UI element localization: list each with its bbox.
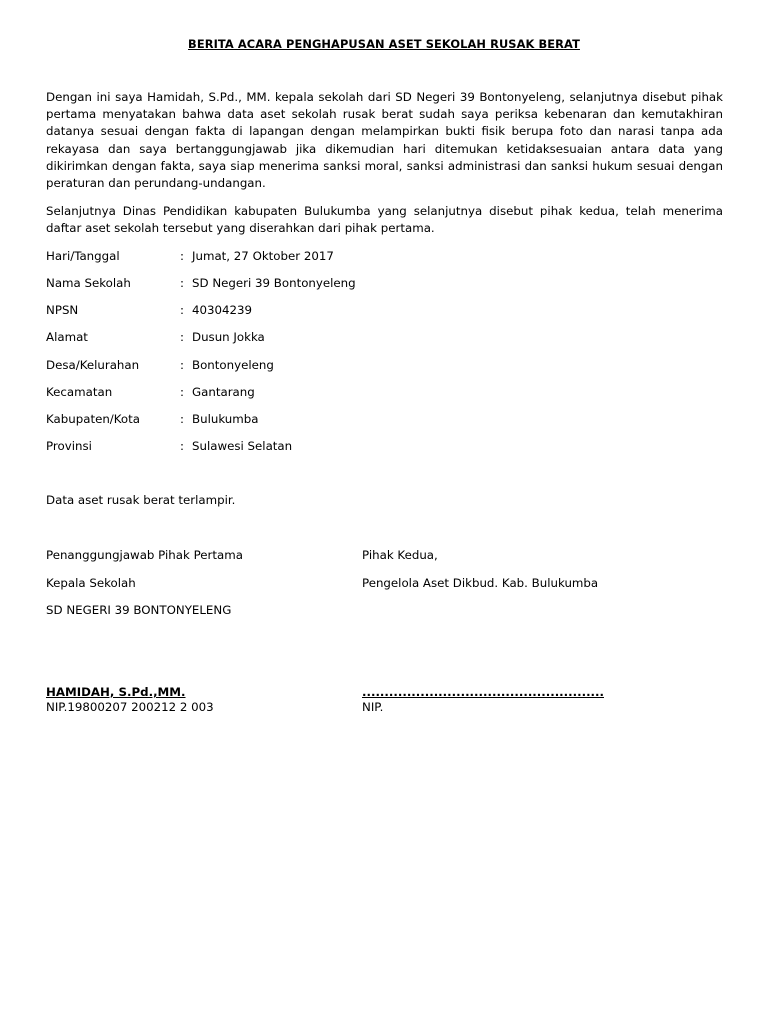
- field-label: Nama Sekolah: [46, 276, 131, 290]
- statement-paragraph: Dengan ini saya Hamidah, S.Pd., MM. kepala sekolah dari SD Negeri 39 Bontonyeleng, selanjutnya disebut pihak pertama menyatakan bahwa data aset sekolah rusak berat sudah saya periksa kebenaran dan kemutakhiran datanya sesuai dengan fakta di lapangan dengan melampirkan bukti fisik berupa foto dan narasi tanpa ada rekayasa dan saya bertanggungjawab jika dikemudian hari ditemukan ketidaksesuaian antara data yang dikirimkan dengan fakta, saya siap menerima sanksi moral, sanksi administrasi dan sanksi hukum sesuai dengan peraturan dan perundang-undangan.: [46, 90, 723, 191]
- field-label: Hari/Tanggal: [46, 249, 120, 263]
- attachment-note: Data aset rusak berat terlampir.: [46, 493, 236, 507]
- field-label: Kabupaten/Kota: [46, 412, 140, 426]
- acceptance-paragraph: Selanjutnya Dinas Pendidikan kabupaten Bulukumba yang selanjutnya disebut pihak kedua, telah menerima daftar aset sekolah tersebut yang diserahkan dari pihak pertama.: [46, 204, 723, 236]
- field-colon: :: [180, 276, 184, 290]
- field-value: SD Negeri 39 Bontonyeleng: [192, 276, 356, 290]
- right-signatory-nip: NIP.: [362, 700, 384, 714]
- field-value: Gantarang: [192, 385, 255, 399]
- field-colon: :: [180, 249, 184, 263]
- left-signatory-position: Kepala Sekolah: [46, 576, 136, 590]
- right-signatory-position: Pengelola Aset Dikbud. Kab. Bulukumba: [362, 576, 599, 590]
- field-label: Desa/Kelurahan: [46, 358, 140, 372]
- field-value: Jumat, 27 Oktober 2017: [192, 249, 334, 263]
- left-signatory-name: HAMIDAH, S.Pd.,MM.: [46, 685, 186, 699]
- field-label: Alamat: [46, 330, 88, 344]
- field-value: 40304239: [192, 303, 253, 317]
- field-value: Bulukumba: [192, 412, 259, 426]
- right-signatory-role: Pihak Kedua,: [362, 548, 438, 562]
- left-signatory-role: Penanggungjawab Pihak Pertama: [46, 548, 243, 562]
- field-colon: :: [180, 303, 184, 317]
- document-title: BERITA ACARA PENGHAPUSAN ASET SEKOLAH RUSAK BERAT: [188, 37, 580, 51]
- field-colon: :: [180, 358, 184, 372]
- field-colon: :: [180, 439, 184, 453]
- field-colon: :: [180, 385, 184, 399]
- right-signatory-name: ......................................................: [362, 685, 604, 699]
- field-value: Sulawesi Selatan: [192, 439, 293, 453]
- left-signatory-nip: NIP.19800207 200212 2 003: [46, 700, 214, 714]
- field-value: Dusun Jokka: [192, 330, 265, 344]
- field-colon: :: [180, 412, 184, 426]
- field-value: Bontonyeleng: [192, 358, 274, 372]
- left-signatory-school: SD NEGERI 39 BONTONYELENG: [46, 603, 232, 617]
- field-label: Provinsi: [46, 439, 92, 453]
- field-label: NPSN: [46, 303, 79, 317]
- field-colon: :: [180, 330, 184, 344]
- field-label: Kecamatan: [46, 385, 113, 399]
